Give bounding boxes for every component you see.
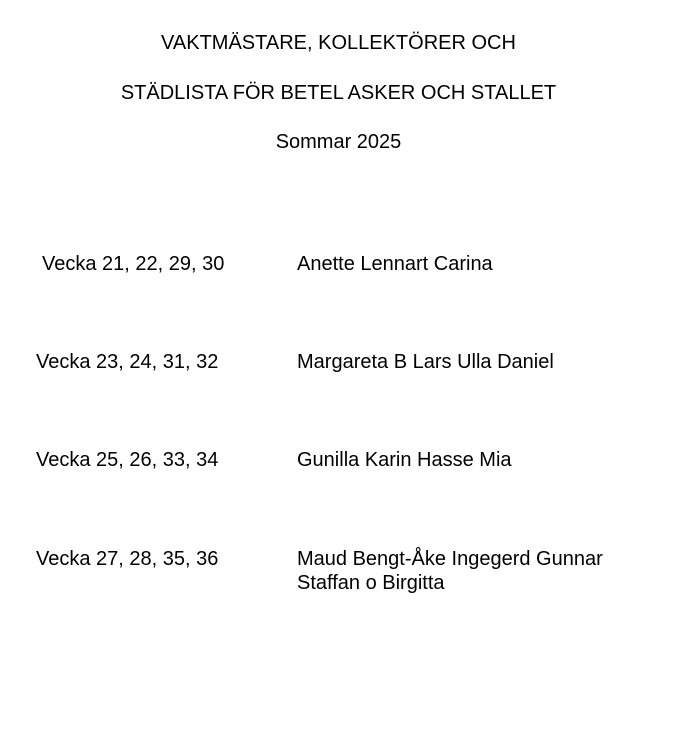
names-line: Anette Lennart Carina (297, 253, 493, 275)
week-numbers: Vecka 23, 24, 31, 32 (36, 351, 219, 373)
assigned-names (297, 350, 677, 374)
names-line: Margareta B Lars Ulla Daniel (297, 351, 554, 373)
week-numbers: Vecka 27, 28, 35, 36 (36, 548, 219, 570)
assigned-names (297, 448, 677, 472)
week-numbers: Vecka 25, 26, 33, 34 (36, 449, 219, 471)
names-line: Staffan o Birgitta (297, 572, 445, 594)
title-line-1: VAKTMÄSTARE, KOLLEKTÖRER OCH (161, 32, 516, 54)
assigned-names (297, 547, 677, 595)
week-numbers: Vecka 21, 22, 29, 30 (42, 253, 225, 275)
title-line-2: STÄDLISTA FÖR BETEL ASKER OCH STALLET (120, 82, 557, 104)
title-season: Sommar 2025 (275, 131, 402, 153)
assigned-names (297, 252, 677, 276)
names-line: Gunilla Karin Hasse Mia (297, 449, 512, 471)
names-line: Maud Bengt-Åke Ingegerd Gunnar (297, 548, 603, 570)
